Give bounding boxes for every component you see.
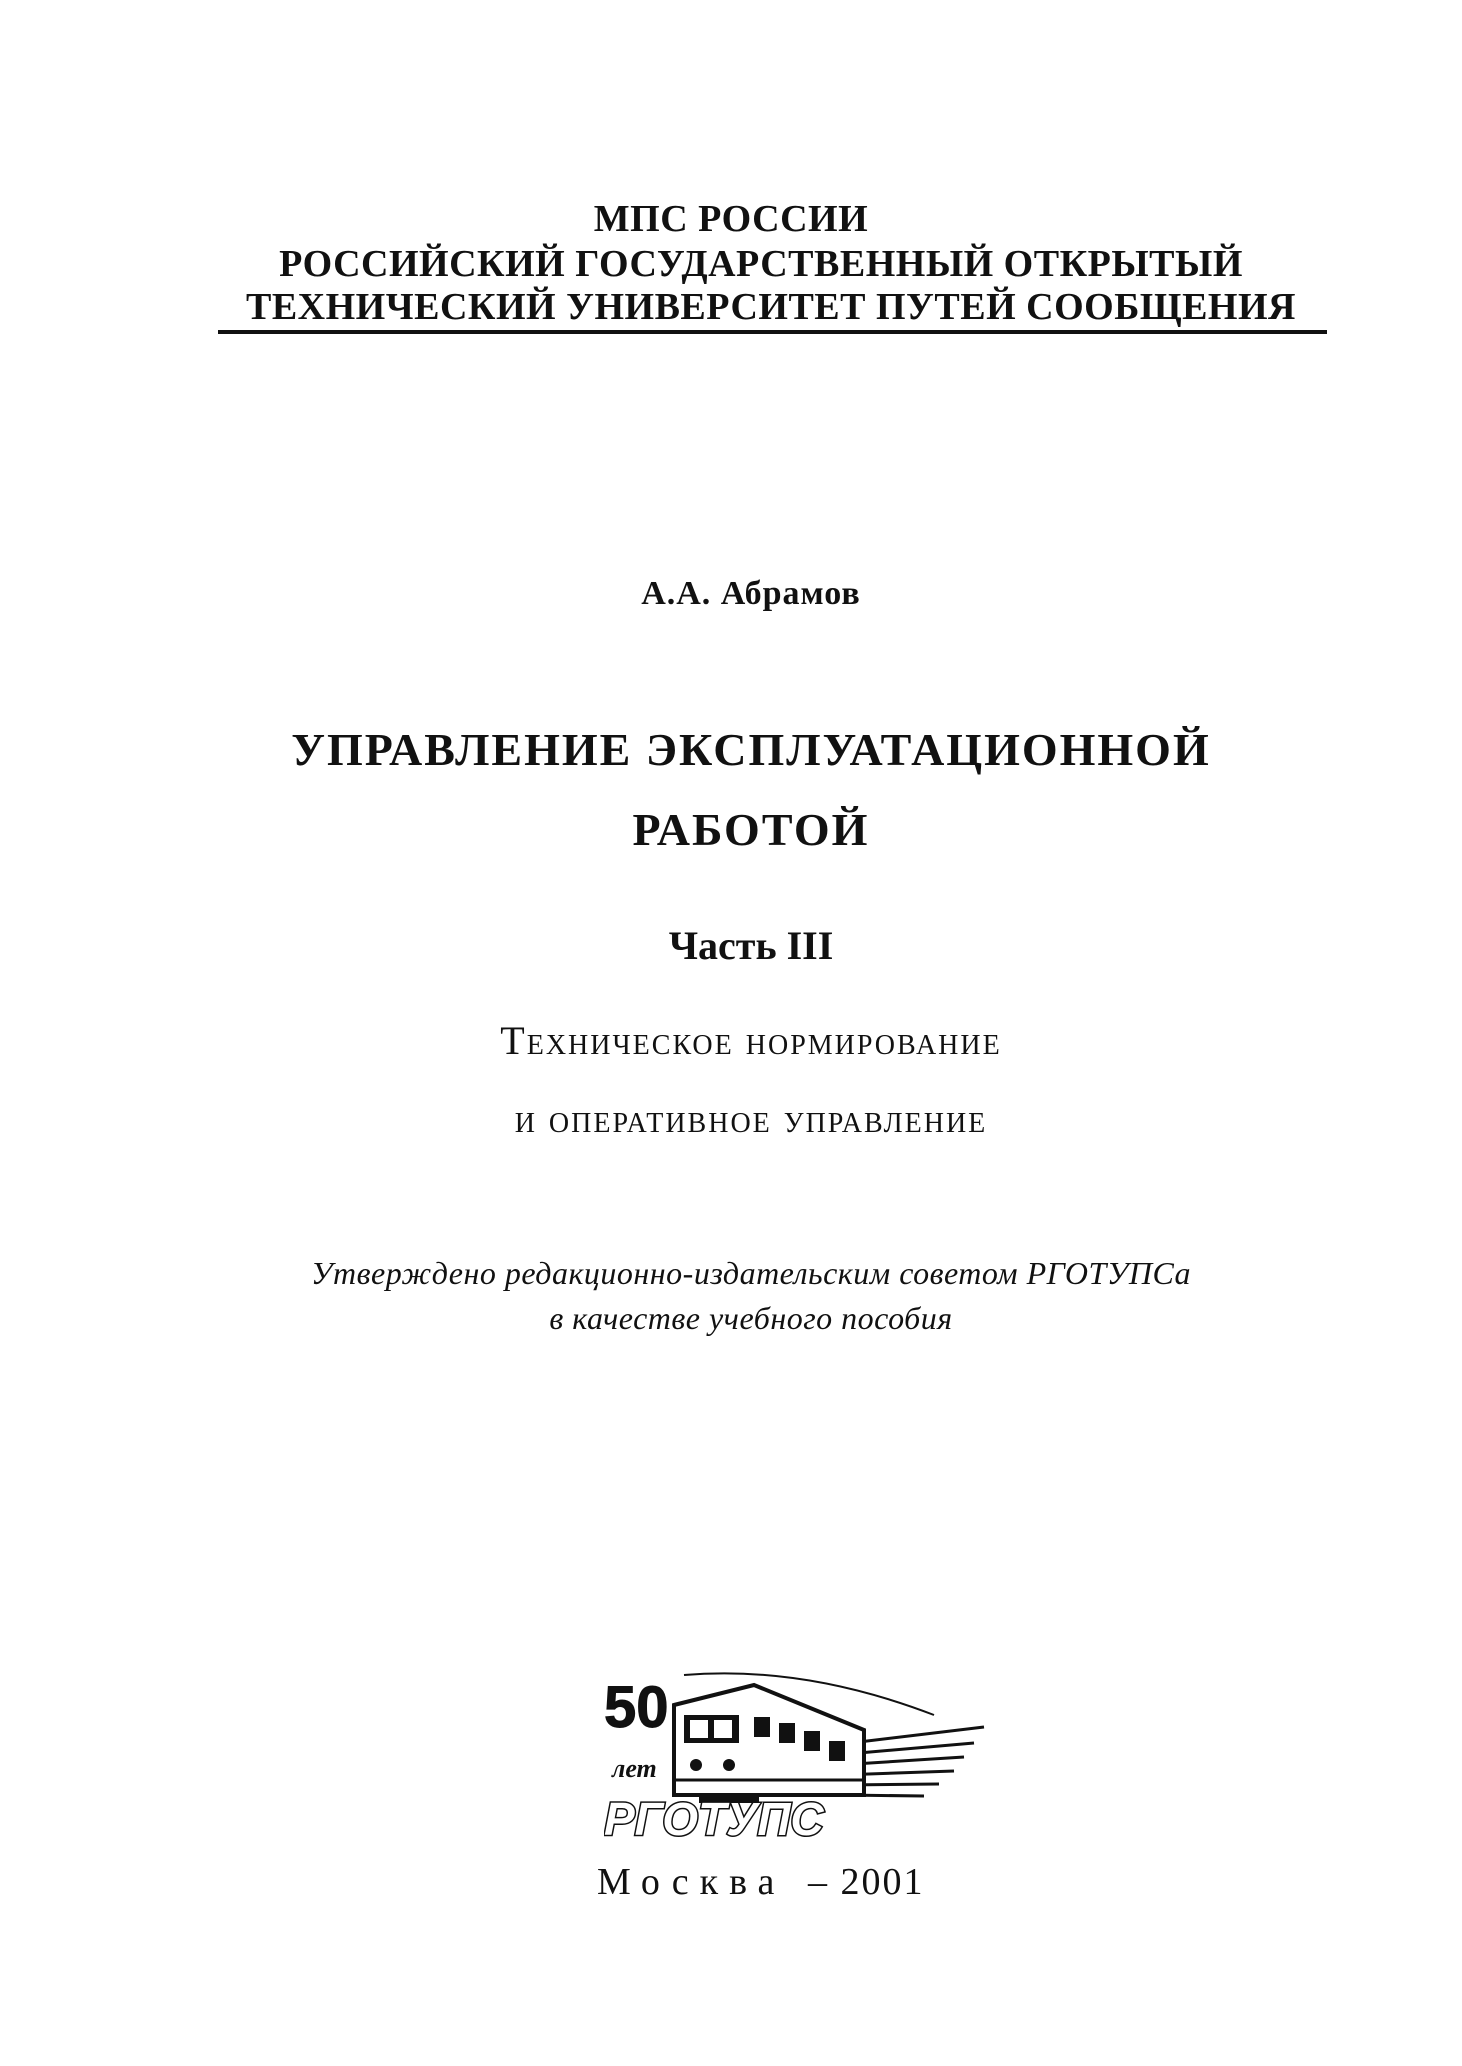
- logo-name: РГОТУПС: [604, 1793, 824, 1845]
- imprint-year: – 2001: [808, 1861, 925, 1903]
- logo-number: 50: [604, 1675, 669, 1740]
- approval-line1: Утверждено редакционно-издательским советом РГОТУПСа: [310, 1255, 1192, 1291]
- title-line1: УПРАВЛЕНИЕ ЭКСПЛУАТАЦИОННОЙ: [291, 724, 1211, 775]
- approval-line2: в качестве учебного пособия: [549, 1300, 953, 1336]
- header-university-line2: ТЕХНИЧЕСКИЙ УНИВЕРСИТЕТ ПУТЕЙ СООБЩЕНИЯ: [245, 286, 1296, 328]
- part-number: Часть III: [668, 923, 834, 968]
- header-ministry: МПС РОССИИ: [593, 198, 869, 240]
- author-name: А.А. Абрамов: [641, 575, 861, 612]
- locomotive-icon: [674, 1685, 864, 1803]
- imprint-city: Москва: [597, 1861, 786, 1903]
- header-divider: [218, 330, 1327, 334]
- subtitle-line1: Техническое нормирование: [500, 1018, 1002, 1063]
- university-logo: [604, 1655, 994, 1845]
- title-line2: РАБОТОЙ: [632, 804, 870, 855]
- header-university-line1: РОССИЙСКИЙ ГОСУДАРСТВЕННЫЙ ОТКРЫТЫЙ: [279, 243, 1243, 285]
- logo-years: лет: [612, 1754, 657, 1783]
- subtitle-line2: и оперативное управление: [514, 1096, 988, 1141]
